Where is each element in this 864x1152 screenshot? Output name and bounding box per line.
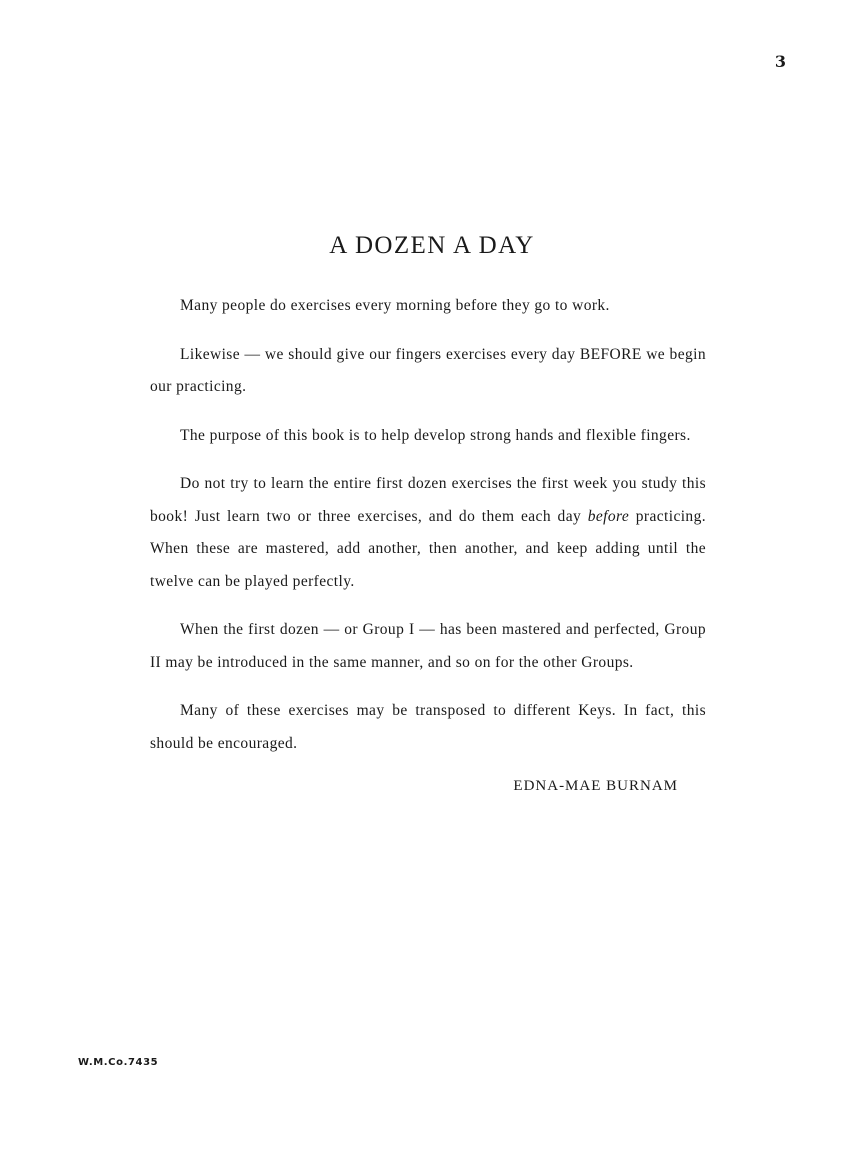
paragraph-purpose: The purpose of this book is to help develop strong hands and flexible fingers.: [180, 426, 691, 444]
paragraph-instructions-part-2: practicing. When these are mastered, add another, then another, and keep adding until the twelve can be played perfectly.: [150, 507, 707, 590]
paragraph-instructions: [150, 468, 706, 598]
paragraph-instructions-emphasis: before: [587, 507, 630, 525]
body-text: [150, 290, 706, 776]
page-number: 3: [774, 52, 786, 71]
paragraph-instructions-part-1: Do not try to learn the entire first dozen exercises the first week you study this book! Just learn two or three exercises, and do them each day: [150, 475, 706, 525]
page-title: A DOZEN A DAY: [329, 232, 535, 259]
paragraph-exercises-intro: Many people do exercises every morning before they go to work.: [180, 297, 610, 314]
author-signature: EDNA-MAE BURNAM: [513, 778, 678, 794]
paragraph-transpose: Many of these exercises may be transposed to different Keys. In fact, this should be encouraged.: [150, 702, 706, 752]
paragraph-groups: When the first dozen — or Group I — has been mastered and perfected, Group II may be introduced in the same manner, and so on for the other Groups.: [150, 621, 706, 671]
publisher-code: W.M.Co.7435: [78, 1057, 159, 1068]
paragraph-likewise: Likewise — we should give our fingers exercises every day BEFORE we begin our practicing.: [150, 345, 706, 395]
